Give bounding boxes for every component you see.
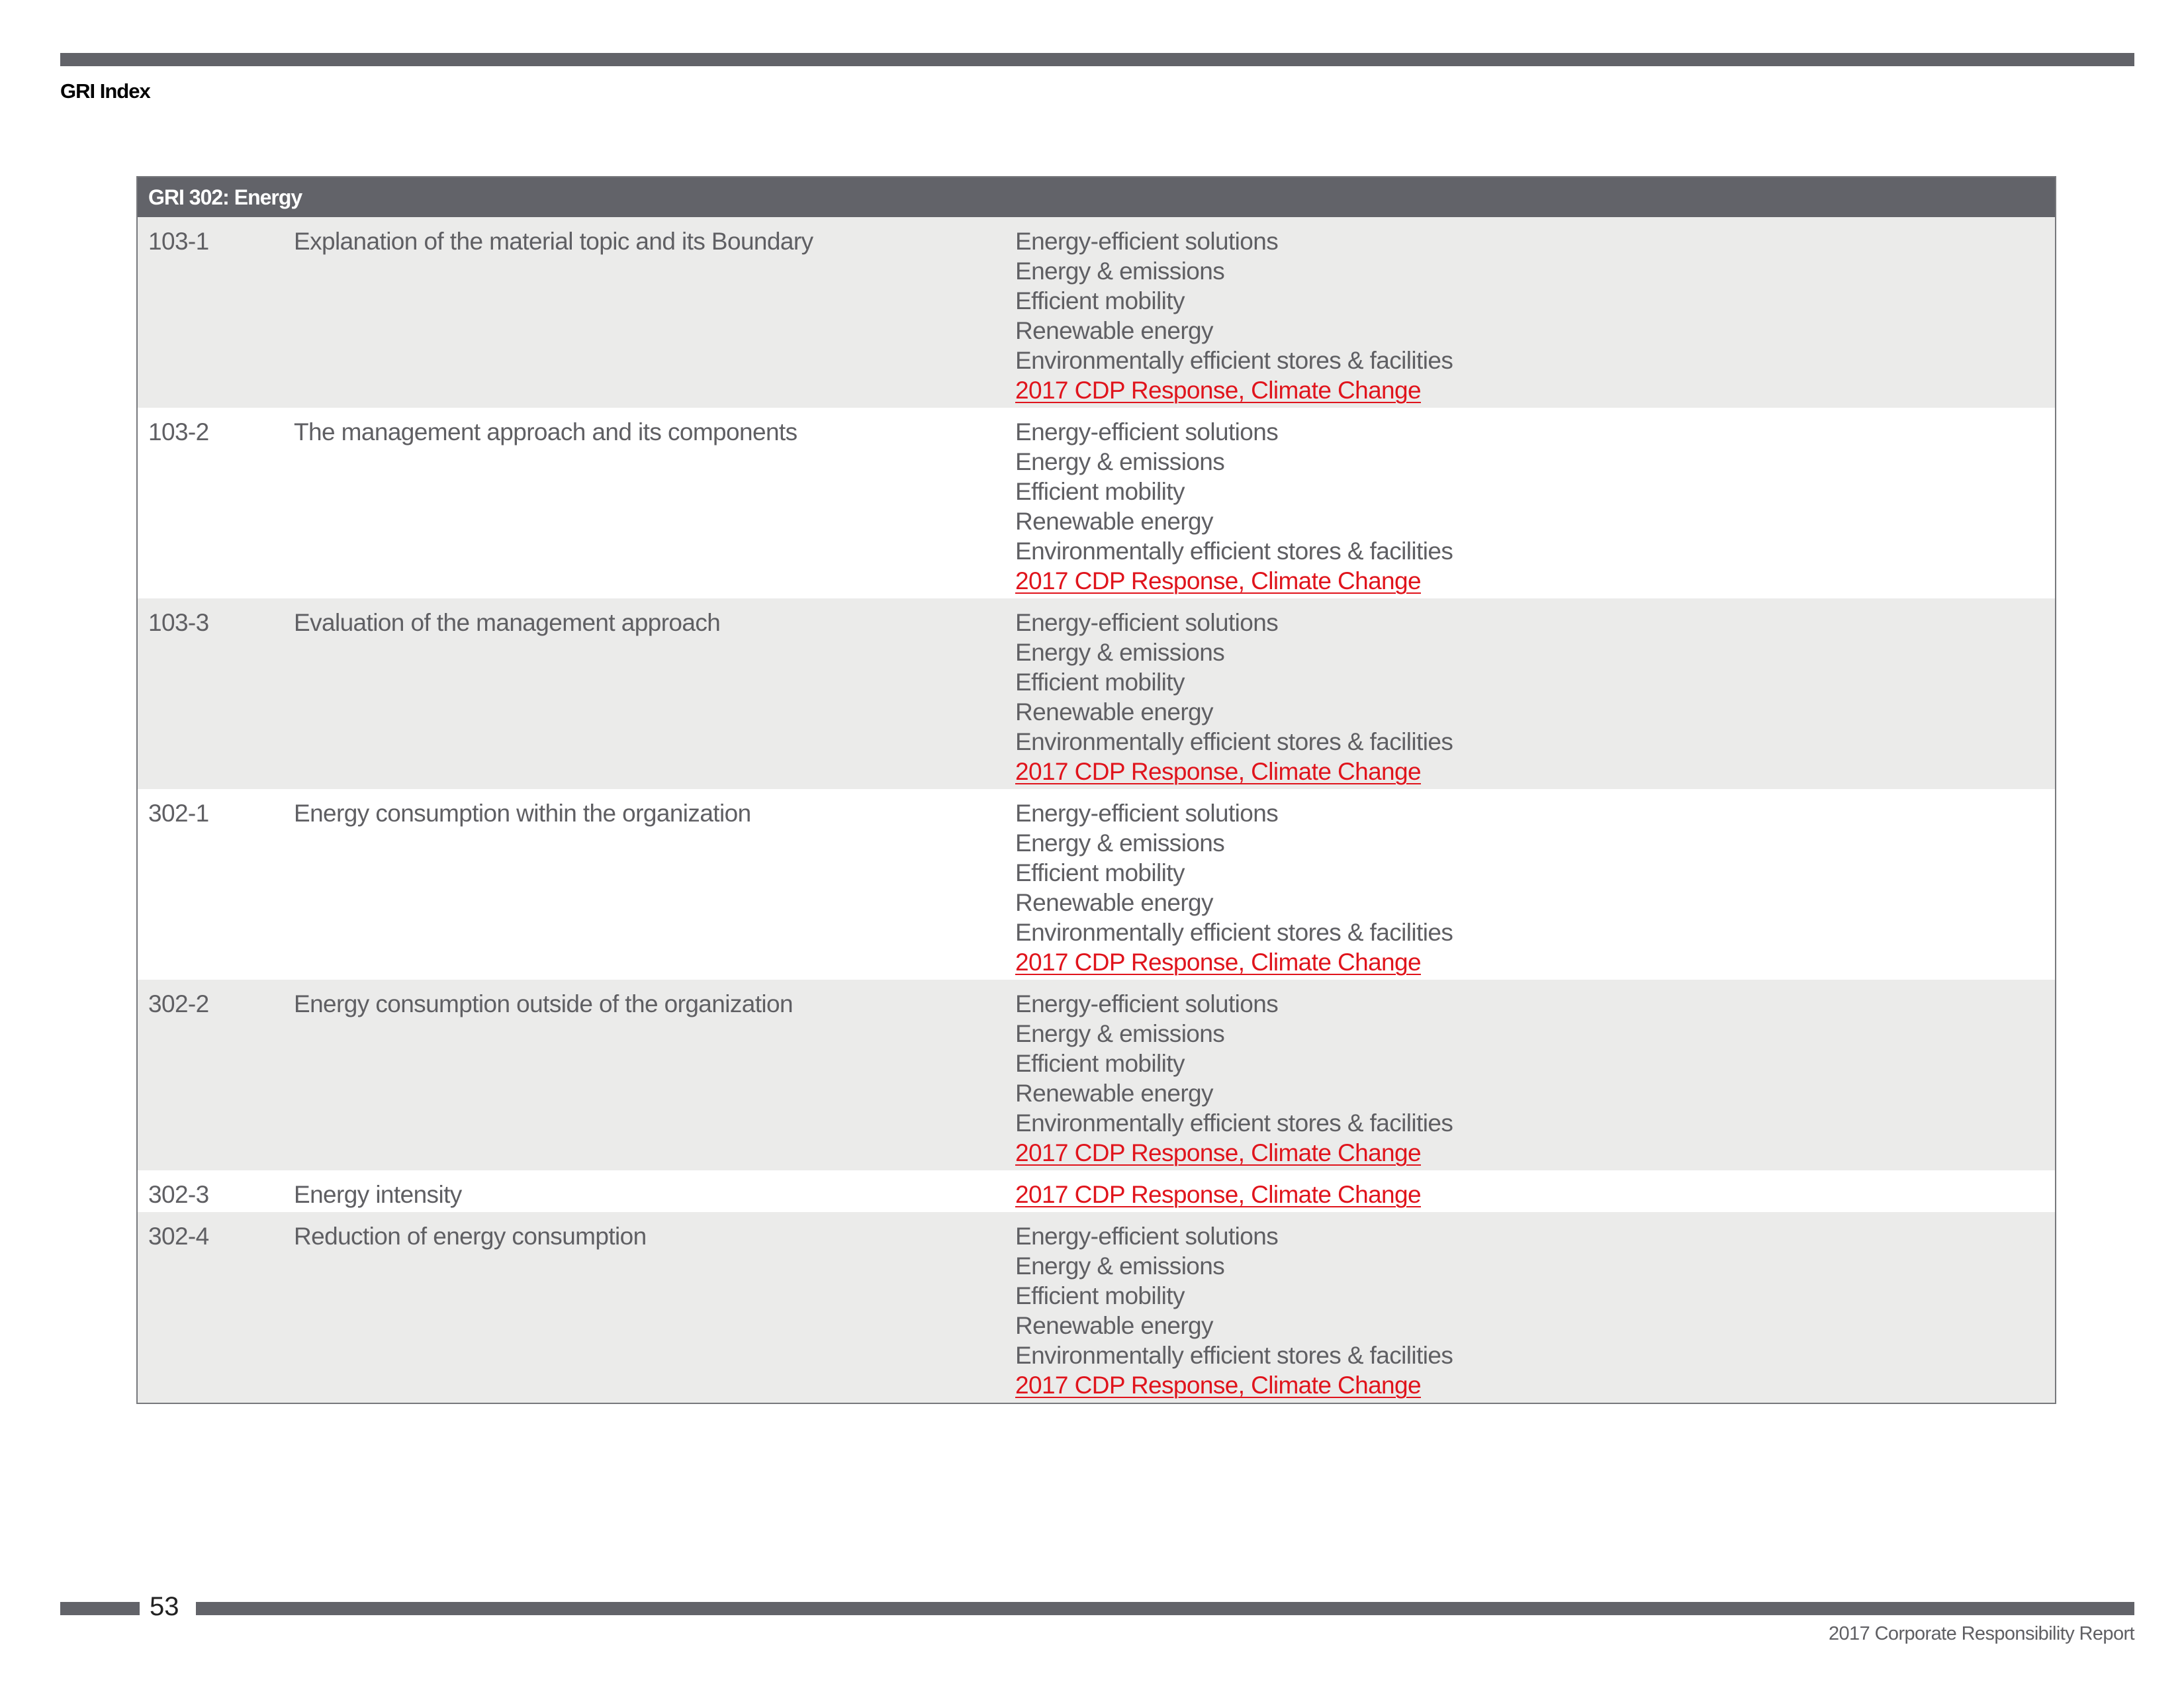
reference-item: Efficient mobility [1015, 478, 1185, 505]
disclosure-code: 302-1 [148, 800, 209, 827]
reference-item: Energy & emissions [1015, 1020, 1225, 1047]
table-body [138, 217, 2055, 1403]
disclosure-references [1015, 1180, 2055, 1209]
table-row [138, 408, 2055, 598]
reference-item: Environmentally efficient stores & facilities [1015, 919, 1453, 946]
disclosure-references [1015, 798, 2055, 977]
disclosure-references [1015, 417, 2055, 596]
disclosure-description: Reduction of energy consumption [294, 1223, 647, 1250]
reference-item: Energy & emissions [1015, 448, 1225, 475]
reference-item: Renewable energy [1015, 889, 1213, 916]
reference-item: Renewable energy [1015, 508, 1213, 535]
cdp-response-link[interactable]: 2017 CDP Response, Climate Change [1015, 1372, 1421, 1399]
reference-item: Energy-efficient solutions [1015, 418, 1279, 445]
disclosure-code: 103-1 [148, 228, 209, 255]
cdp-response-link[interactable]: 2017 CDP Response, Climate Change [1015, 1139, 1421, 1166]
cdp-response-link[interactable]: 2017 CDP Response, Climate Change [1015, 949, 1421, 976]
reference-item: Energy-efficient solutions [1015, 990, 1279, 1017]
cdp-response-link[interactable]: 2017 CDP Response, Climate Change [1015, 377, 1421, 404]
disclosure-code: 302-4 [148, 1223, 209, 1250]
disclosure-references [1015, 1221, 2055, 1400]
cdp-response-link[interactable]: 2017 CDP Response, Climate Change [1015, 758, 1421, 785]
page-number: 53 [150, 1592, 179, 1621]
reference-item: Energy-efficient solutions [1015, 800, 1279, 827]
disclosure-description: Evaluation of the management approach [294, 609, 721, 636]
reference-item: Efficient mobility [1015, 287, 1185, 314]
disclosure-description: Energy consumption outside of the organization [294, 990, 794, 1017]
top-divider-bar [60, 53, 2134, 66]
reference-item: Environmentally efficient stores & facilities [1015, 1109, 1453, 1137]
disclosure-references [1015, 226, 2055, 405]
reference-item: Energy-efficient solutions [1015, 1223, 1279, 1250]
table-row [138, 789, 2055, 980]
reference-item: Efficient mobility [1015, 1050, 1185, 1077]
reference-item: Environmentally efficient stores & facilities [1015, 538, 1453, 565]
section-title: GRI Index [60, 79, 150, 103]
gri-energy-table [136, 176, 2056, 1404]
reference-item: Efficient mobility [1015, 669, 1185, 696]
reference-item: Energy & emissions [1015, 258, 1225, 285]
table-row [138, 1170, 2055, 1212]
disclosure-code: 302-3 [148, 1181, 209, 1208]
reference-item: Renewable energy [1015, 1312, 1213, 1339]
disclosure-description: Energy consumption within the organization [294, 800, 751, 827]
reference-item: Energy & emissions [1015, 639, 1225, 666]
disclosure-description: Energy intensity [294, 1181, 462, 1208]
disclosure-references [1015, 608, 2055, 786]
reference-item: Renewable energy [1015, 698, 1213, 726]
disclosure-code: 103-2 [148, 418, 209, 445]
disclosure-description: The management approach and its components [294, 418, 797, 445]
disclosure-description: Explanation of the material topic and its Boundary [294, 228, 813, 255]
reference-item: Energy & emissions [1015, 829, 1225, 857]
footer-bar-left [60, 1602, 140, 1615]
table-row [138, 980, 2055, 1170]
disclosure-code: 103-3 [148, 609, 209, 636]
reference-item: Efficient mobility [1015, 1282, 1185, 1309]
cdp-response-link[interactable]: 2017 CDP Response, Climate Change [1015, 567, 1421, 594]
table-header: GRI 302: Energy [138, 177, 2055, 217]
table-row [138, 217, 2055, 408]
table-row [138, 1212, 2055, 1403]
reference-item: Energy & emissions [1015, 1252, 1225, 1280]
reference-item: Environmentally efficient stores & facilities [1015, 347, 1453, 374]
reference-item: Efficient mobility [1015, 859, 1185, 886]
reference-item: Environmentally efficient stores & facilities [1015, 728, 1453, 755]
disclosure-references [1015, 989, 2055, 1168]
footer-bar-right [196, 1602, 2134, 1615]
report-title: 2017 Corporate Responsibility Report [1829, 1623, 2134, 1644]
disclosure-code: 302-2 [148, 990, 209, 1017]
cdp-response-link[interactable]: 2017 CDP Response, Climate Change [1015, 1181, 1421, 1208]
reference-item: Energy-efficient solutions [1015, 609, 1279, 636]
table-row [138, 598, 2055, 789]
reference-item: Energy-efficient solutions [1015, 228, 1279, 255]
reference-item: Renewable energy [1015, 317, 1213, 344]
reference-item: Renewable energy [1015, 1080, 1213, 1107]
reference-item: Environmentally efficient stores & facilities [1015, 1342, 1453, 1369]
